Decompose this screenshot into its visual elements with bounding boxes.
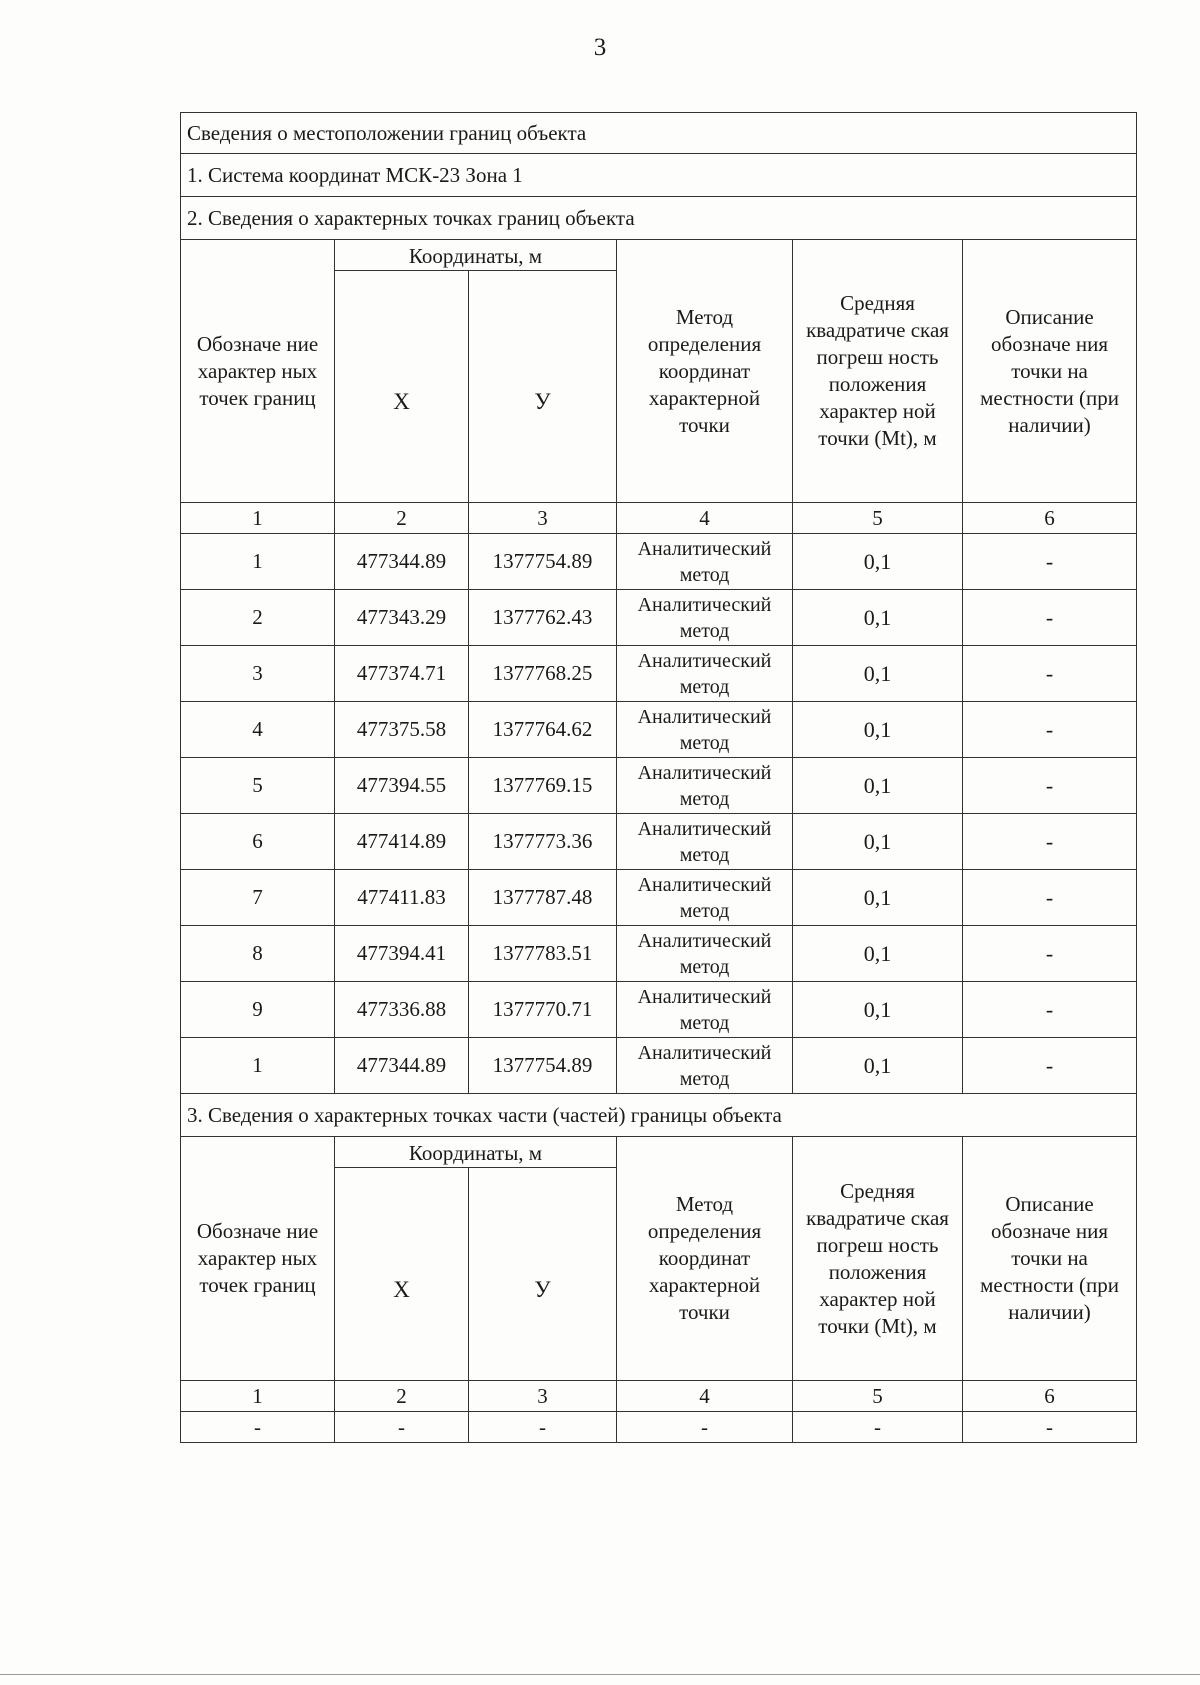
page-number: 3 <box>593 34 607 61</box>
mt-cell: 0,1 <box>793 814 963 870</box>
desc-cell: - <box>963 982 1137 1038</box>
method-cell: Аналитический метод <box>617 702 793 758</box>
mt-cell: 0,1 <box>793 870 963 926</box>
title-row <box>181 113 1137 154</box>
mt-cell: 0,1 <box>793 646 963 702</box>
table-row <box>181 926 1137 982</box>
header-mt: Средняя квадратиче ская погреш ность положения характер ной точки (Mt), м <box>793 240 963 503</box>
y-cell: 1377754.89 <box>469 534 617 590</box>
y-cell: 1377770.71 <box>469 982 617 1038</box>
x-cell: 477344.89 <box>335 1038 469 1094</box>
x-cell: 477394.41 <box>335 926 469 982</box>
header-desc: Описание обозначе ния точки на местности (при наличии) <box>963 240 1137 503</box>
desc-cell: - <box>963 646 1137 702</box>
coord-system: 1. Система координат МСК-23 Зона 1 <box>181 154 1137 197</box>
x-cell: 477414.89 <box>335 814 469 870</box>
point-cell: 5 <box>181 758 335 814</box>
desc-cell: - <box>963 926 1137 982</box>
header-point: Обозначе ние характер ных точек границ <box>181 1137 335 1381</box>
method-cell: Аналитический метод <box>617 590 793 646</box>
mt-cell: - <box>793 1412 963 1443</box>
mt-cell: 0,1 <box>793 590 963 646</box>
header-method: Метод определения координат характерной точки <box>617 1137 793 1381</box>
method-cell: Аналитический метод <box>617 1038 793 1094</box>
table-row <box>181 814 1137 870</box>
col-number: 5 <box>793 1381 963 1412</box>
x-cell: 477344.89 <box>335 534 469 590</box>
desc-cell: - <box>963 1412 1137 1443</box>
point-cell: 1 <box>181 1038 335 1094</box>
method-cell: Аналитический метод <box>617 926 793 982</box>
col-number: 4 <box>617 1381 793 1412</box>
table-title: Сведения о местоположении границ объекта <box>181 113 1137 154</box>
point-cell: 6 <box>181 814 335 870</box>
header-row <box>181 240 1137 271</box>
desc-cell: - <box>963 870 1137 926</box>
x-cell: 477343.29 <box>335 590 469 646</box>
table-row <box>181 758 1137 814</box>
mt-cell: 0,1 <box>793 534 963 590</box>
x-cell: 477394.55 <box>335 758 469 814</box>
boundary-table <box>180 112 1137 1443</box>
x-cell: 477375.58 <box>335 702 469 758</box>
col-number: 3 <box>469 503 617 534</box>
col-number: 6 <box>963 503 1137 534</box>
desc-cell: - <box>963 702 1137 758</box>
point-cell: 2 <box>181 590 335 646</box>
y-cell: 1377783.51 <box>469 926 617 982</box>
y-cell: 1377769.15 <box>469 758 617 814</box>
header-point: Обозначе ние характер ных точек границ <box>181 240 335 503</box>
desc-cell: - <box>963 534 1137 590</box>
column-numbers-row <box>181 503 1137 534</box>
point-cell: 8 <box>181 926 335 982</box>
y-cell: 1377764.62 <box>469 702 617 758</box>
col-number: 2 <box>335 503 469 534</box>
section2-title: 2. Сведения о характерных точках границ объекта <box>181 197 1137 240</box>
table-row <box>181 1412 1137 1443</box>
method-cell: Аналитический метод <box>617 534 793 590</box>
method-cell: - <box>617 1412 793 1443</box>
col-number: 4 <box>617 503 793 534</box>
section3-title: 3. Сведения о характерных точках части (частей) границы объекта <box>181 1094 1137 1137</box>
col-number: 1 <box>181 503 335 534</box>
desc-cell: - <box>963 590 1137 646</box>
mt-cell: 0,1 <box>793 702 963 758</box>
header-y: У <box>469 271 617 503</box>
y-cell: 1377768.25 <box>469 646 617 702</box>
scan-edge-line <box>0 1674 1200 1675</box>
header-row <box>181 1137 1137 1168</box>
desc-cell: - <box>963 814 1137 870</box>
y-cell: 1377754.89 <box>469 1038 617 1094</box>
col-number: 1 <box>181 1381 335 1412</box>
header-y: У <box>469 1168 617 1381</box>
header-x: X <box>335 271 469 503</box>
header-desc: Описание обозначе ния точки на местности (при наличии) <box>963 1137 1137 1381</box>
point-cell: 7 <box>181 870 335 926</box>
method-cell: Аналитический метод <box>617 758 793 814</box>
section3-row <box>181 1094 1137 1137</box>
desc-cell: - <box>963 758 1137 814</box>
point-cell: 1 <box>181 534 335 590</box>
table-row <box>181 1038 1137 1094</box>
column-numbers-row <box>181 1381 1137 1412</box>
table-row <box>181 870 1137 926</box>
col-number: 3 <box>469 1381 617 1412</box>
y-cell: 1377762.43 <box>469 590 617 646</box>
header-mt: Средняя квадратиче ская погреш ность положения характер ной точки (Mt), м <box>793 1137 963 1381</box>
point-cell: - <box>181 1412 335 1443</box>
header-coords: Координаты, м <box>335 1137 617 1168</box>
table-row <box>181 982 1137 1038</box>
header-method: Метод определения координат характерной точки <box>617 240 793 503</box>
col-number: 6 <box>963 1381 1137 1412</box>
table-row <box>181 534 1137 590</box>
table-row <box>181 590 1137 646</box>
mt-cell: 0,1 <box>793 1038 963 1094</box>
section2-row <box>181 197 1137 240</box>
coord-system-row <box>181 154 1137 197</box>
col-number: 2 <box>335 1381 469 1412</box>
point-cell: 9 <box>181 982 335 1038</box>
y-cell: 1377787.48 <box>469 870 617 926</box>
x-cell: - <box>335 1412 469 1443</box>
y-cell: - <box>469 1412 617 1443</box>
table-row <box>181 646 1137 702</box>
mt-cell: 0,1 <box>793 982 963 1038</box>
method-cell: Аналитический метод <box>617 982 793 1038</box>
header-coords: Координаты, м <box>335 240 617 271</box>
desc-cell: - <box>963 1038 1137 1094</box>
mt-cell: 0,1 <box>793 758 963 814</box>
table-row <box>181 702 1137 758</box>
method-cell: Аналитический метод <box>617 646 793 702</box>
mt-cell: 0,1 <box>793 926 963 982</box>
method-cell: Аналитический метод <box>617 814 793 870</box>
method-cell: Аналитический метод <box>617 870 793 926</box>
header-x: X <box>335 1168 469 1381</box>
x-cell: 477374.71 <box>335 646 469 702</box>
x-cell: 477411.83 <box>335 870 469 926</box>
y-cell: 1377773.36 <box>469 814 617 870</box>
point-cell: 4 <box>181 702 335 758</box>
point-cell: 3 <box>181 646 335 702</box>
col-number: 5 <box>793 503 963 534</box>
x-cell: 477336.88 <box>335 982 469 1038</box>
